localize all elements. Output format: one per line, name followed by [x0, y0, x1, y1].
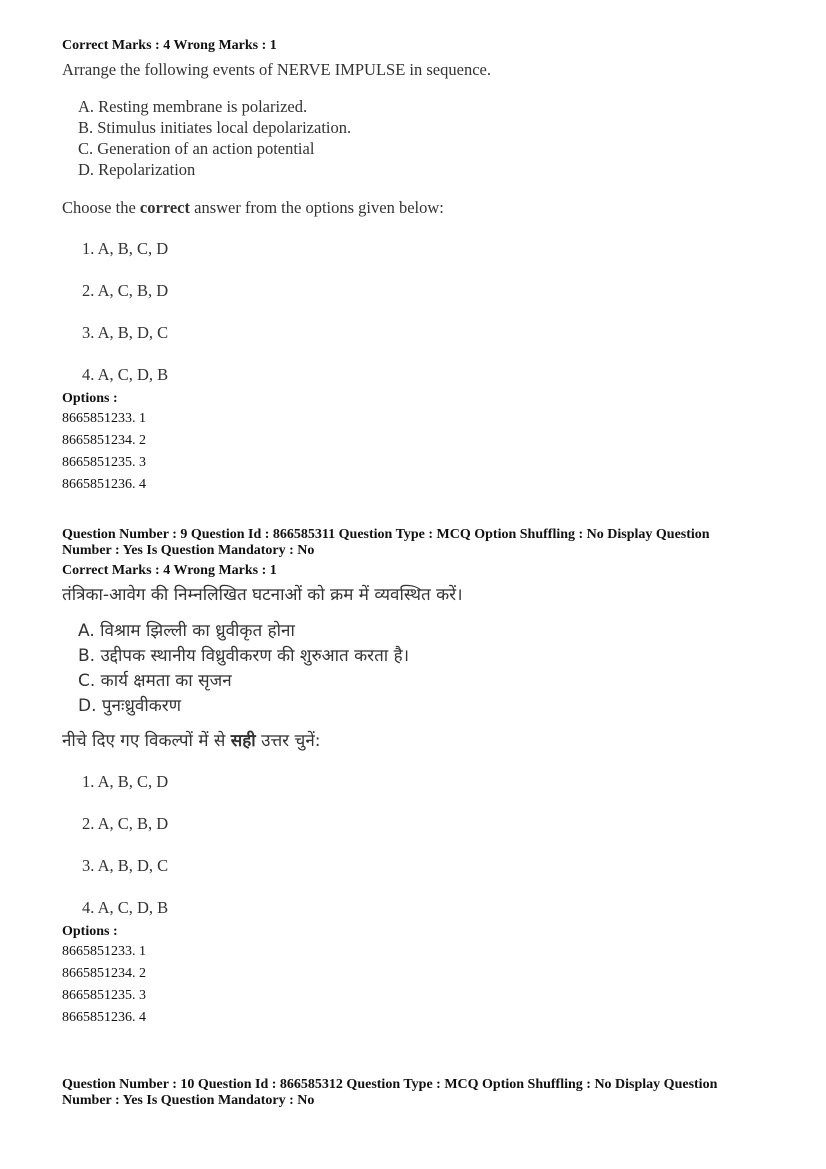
- q8-statement-d: D. Repolarization: [78, 160, 196, 179]
- q9-statement-a: A. विश्राम झिल्ली का ध्रुवीकृत होना: [78, 621, 295, 641]
- q10-header-line2: Number : Yes Is Question Mandatory : No: [62, 1093, 315, 1108]
- question-9-block: [62, 527, 762, 1029]
- q8-choices: [82, 228, 762, 396]
- q9-stem: तंत्रिका-आवेग की निम्नलिखित घटनाओं को क्रम में व्यवस्थित करें।: [62, 585, 463, 605]
- q8-choice-4: 4. A, C, D, B: [82, 365, 169, 384]
- q9-option-3: 8665851235. 3: [62, 988, 146, 1003]
- q9-choice-3: 3. A, B, D, C: [82, 856, 169, 875]
- q9-choice-1: 1. A, B, C, D: [82, 772, 169, 791]
- q9-options-label: Options :: [62, 924, 118, 939]
- q8-option-2: 8665851234. 2: [62, 433, 146, 448]
- q8-option-1: 8665851233. 1: [62, 411, 146, 426]
- q8-statement-a: A. Resting membrane is polarized.: [78, 97, 308, 116]
- q10-header-line1: Question Number : 10 Question Id : 866585312 Question Type : MCQ Option Shuffling : No Display Question: [62, 1077, 718, 1092]
- q8-prompt-pre: Choose the: [62, 198, 140, 217]
- q8-prompt: [62, 198, 762, 218]
- q9-prompt-post: उत्तर चुनें:: [255, 731, 321, 751]
- q8-choice-3: 3. A, B, D, C: [82, 323, 169, 342]
- q9-option-2: 8665851234. 2: [62, 966, 146, 981]
- q8-prompt-bold: correct: [139, 198, 190, 217]
- q9-prompt-pre: नीचे दिए गए विकल्पों में से: [62, 731, 231, 751]
- q9-header-line2: Number : Yes Is Question Mandatory : No: [62, 543, 315, 558]
- q9-prompt-bold: सही: [230, 731, 256, 751]
- q9-choice-2: 2. A, C, B, D: [82, 814, 169, 833]
- q9-statement-d: D. पुनःध्रुवीकरण: [78, 696, 182, 716]
- q9-prompt: [62, 731, 762, 751]
- q8-statement-c: C. Generation of an action potential: [78, 139, 315, 158]
- q9-option-4: 8665851236. 4: [62, 1010, 146, 1025]
- q9-header-line1: Question Number : 9 Question Id : 866585311 Question Type : MCQ Option Shuffling : No Display Question: [62, 527, 710, 542]
- q9-statements: [78, 619, 762, 719]
- q8-choice-1: 1. A, B, C, D: [82, 239, 169, 258]
- q8-prompt-post: answer from the options given below:: [190, 198, 444, 217]
- q8-statement-b: B. Stimulus initiates local depolarization.: [78, 118, 352, 137]
- q8-marks: Correct Marks : 4 Wrong Marks : 1: [62, 38, 277, 53]
- q9-choice-4: 4. A, C, D, B: [82, 898, 169, 917]
- q9-option-1: 8665851233. 1: [62, 944, 146, 959]
- q8-options-label: Options :: [62, 391, 118, 406]
- question-8-block: [62, 38, 762, 496]
- q8-choice-2: 2. A, C, B, D: [82, 281, 169, 300]
- q9-choices: [82, 761, 762, 929]
- q8-option-3: 8665851235. 3: [62, 455, 146, 470]
- q8-statements: [78, 96, 762, 180]
- q8-stem: Arrange the following events of NERVE IMPULSE in sequence.: [62, 60, 491, 79]
- q9-statement-b: B. उद्दीपक स्थानीय विध्रुवीकरण की शुरुआत करता है।: [78, 646, 410, 666]
- q9-marks: Correct Marks : 4 Wrong Marks : 1: [62, 563, 277, 578]
- q9-statement-c: C. कार्य क्षमता का सृजन: [78, 671, 232, 691]
- question-10-block: [62, 1077, 762, 1109]
- q8-option-4: 8665851236. 4: [62, 477, 146, 492]
